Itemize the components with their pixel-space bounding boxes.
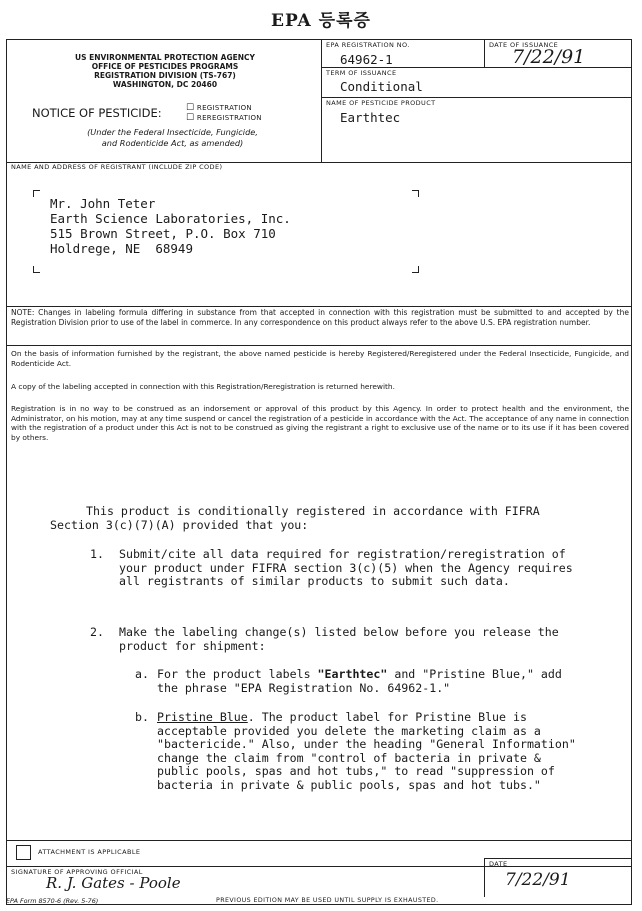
divider (484, 39, 485, 67)
registrant-company: Earth Science Laboratories, Inc. (50, 211, 291, 226)
date-of-issuance: 7/22/91 (512, 46, 586, 68)
registrant-name: Mr. John Teter (50, 196, 156, 211)
signature-label: SIGNATURE OF APPROVING OFFICIAL (11, 868, 143, 876)
divider (321, 39, 322, 162)
divider (6, 306, 632, 307)
product-name: Earthtec (340, 110, 401, 125)
agency-name: US ENVIRONMENTAL PROTECTION AGENCY (75, 53, 255, 62)
registration-option: ☐ REGISTRATION (186, 103, 252, 113)
registration-number-label: EPA REGISTRATION NO. (326, 41, 410, 49)
divider (6, 840, 632, 841)
condition-item-2: Make the labeling change(s) listed below before you release the product for shipment: (119, 625, 559, 653)
divider (484, 858, 632, 859)
disclaimer-text: Registration is in no way to be construed as an indorsement or approval of this product by this Agency. In order to protect health and the environment, the Administrator, on his motion, may at any time suspend or cancel the registration of a pesticide in accordance with the Act. The acceptance of any name in connection with the registration of a product under this Act is not to be construed as giving the registrant a right to exclusive use of the name or to its use if it has been covered by others. (11, 404, 629, 442)
corner-mark (412, 190, 419, 197)
attachment-checkbox[interactable] (16, 845, 31, 864)
note-text: NOTE: Changes in labeling formula differing in substance from that accepted in connection with this registration must be submitted to and accepted by the Registration Division prior to use of the label in commerce. In any correspondence on this product always refer to the above U.S. EPA registration number. (11, 308, 629, 327)
reregistration-option: ☐ REREGISTRATION (186, 113, 262, 123)
footer-date: 7/22/91 (505, 870, 571, 890)
footer-date-label: DATE (489, 860, 508, 868)
divider (321, 67, 632, 68)
item-number: 1. (90, 547, 104, 561)
edition-note: PREVIOUS EDITION MAY BE USED UNTIL SUPPLY IS EXHAUSTED. (216, 897, 439, 904)
registrant-address (50, 196, 291, 256)
agency-division: REGISTRATION DIVISION (TS-767) (94, 71, 236, 80)
approving-official-signature: R. J. Gates - Poole (46, 874, 181, 892)
product-name-label: NAME OF PESTICIDE PRODUCT (326, 99, 436, 107)
attachment-label: ATTACHMENT IS APPLICABLE (38, 848, 141, 856)
labeling-copy-statement: A copy of the labeling accepted in connection with this Registration/Reregistration is returned herewith. (11, 382, 395, 391)
term-of-issuance: Conditional (340, 79, 423, 94)
registrant-city: Holdrege, NE 68949 (50, 241, 193, 256)
item-letter: b. (135, 710, 149, 724)
registration-statement: On the basis of information furnished by the registrant, the above named pesticide is hereby Registered/Reregistered under the Federal Insecticide, Fungicide, and Rodenticide Act. (11, 349, 629, 368)
registrant-street: 515 Brown Street, P.O. Box 710 (50, 226, 276, 241)
divider (6, 345, 632, 346)
divider (484, 858, 485, 897)
notice-options (186, 103, 262, 123)
date-of-issuance-label: DATE OF ISSUANCE (489, 41, 559, 49)
divider (321, 97, 632, 98)
condition-item-1: Submit/cite all data required for registration/reregistration of your product under FIFRA section 3(c)(5) when the Agency requires all registrants of similar products to submit such data. (119, 547, 573, 588)
page-title: EPA 등록증 (271, 11, 371, 31)
agency-office: OFFICE OF PESTICIDES PROGRAMS (91, 62, 239, 71)
act-reference: (Under the Federal Insecticide, Fungicide, and Rodenticide Act, as amended) (87, 127, 258, 148)
condition-item-2b: Pristine Blue. The product label for Pristine Blue is acceptable provided you delete the marketing claim as a "bactericide." Also, under the heading "General Information" change the claim from "control of bacteria in private & public pools, spas and hot tubs," to read "suppression of bacteria in private & public pools, spas and hot tubs." (157, 710, 576, 792)
divider (6, 866, 632, 867)
registrant-label: NAME AND ADDRESS OF REGISTRANT (INCLUDE ZIP CODE) (11, 163, 223, 171)
registration-number: 64962-1 (340, 52, 393, 67)
conditions-intro-line2: Section 3(c)(7)(A) provided that you: (50, 518, 309, 532)
corner-mark (33, 266, 40, 273)
form-number: EPA Form 8570-6 (Rev. 5-76) (6, 897, 99, 905)
term-of-issuance-label: TERM OF ISSUANCE (326, 69, 397, 77)
item-number: 2. (90, 625, 104, 639)
item-letter: a. (135, 667, 149, 681)
conditions-intro-line1: This product is conditionally registered in accordance with FIFRA (86, 504, 540, 518)
corner-mark (33, 190, 40, 197)
agency-block (40, 53, 290, 89)
notice-label: NOTICE OF PESTICIDE: (32, 106, 162, 120)
condition-item-2a: For the product labels "Earthtec" and "Pristine Blue," add the phrase "EPA Registration No. 64962-1." (157, 667, 562, 695)
corner-mark (412, 266, 419, 273)
agency-address: WASHINGTON, DC 20460 (112, 80, 218, 89)
